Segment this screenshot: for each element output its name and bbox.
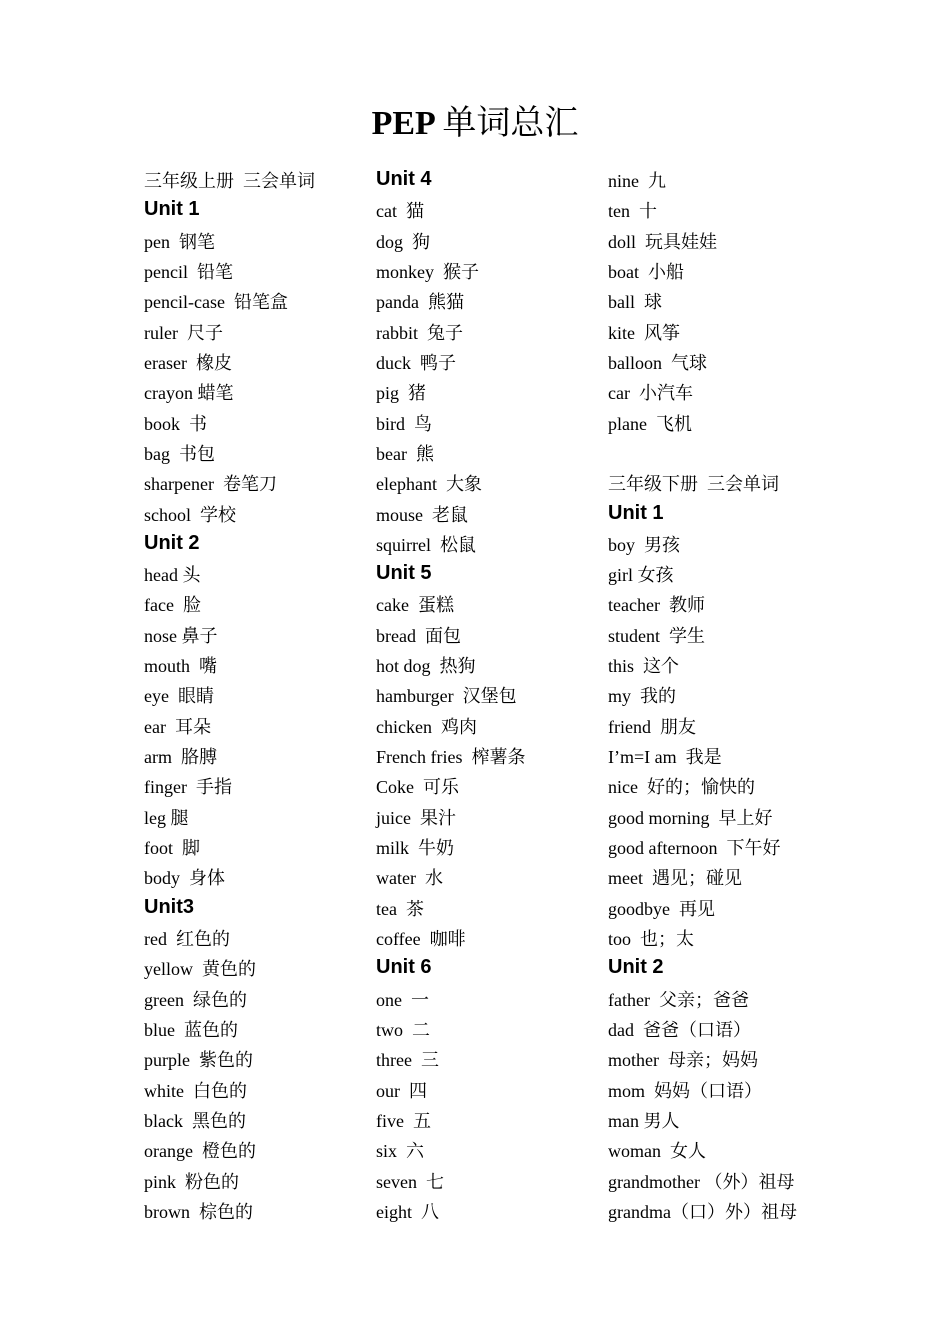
- vocab-entry: sharpener 卷笔刀: [144, 474, 277, 495]
- vocab-entry: ear 耳朵: [144, 716, 211, 737]
- vocab-entry: student 学生: [608, 625, 705, 646]
- vocab-entry: five 五: [376, 1110, 431, 1131]
- vocab-entry: French fries 榨薯条: [376, 747, 526, 768]
- vocab-entry: nose 鼻子: [144, 625, 218, 646]
- vocab-entry: orange 橙色的: [144, 1141, 256, 1162]
- vocab-entry: teacher 教师: [608, 595, 705, 616]
- vocab-entry: dog 狗: [376, 231, 430, 252]
- vocab-entry: mother 母亲；妈妈: [608, 1050, 758, 1071]
- vocab-entry: good morning 早上好: [608, 807, 773, 828]
- vocab-entry: leg 腿: [144, 807, 189, 828]
- vocab-entry: grandma（口）外）祖母: [608, 1201, 797, 1222]
- vocab-entry: this 这个: [608, 656, 680, 677]
- vocab-entry: my 我的: [608, 686, 677, 707]
- vocab-entry: six 六: [376, 1141, 425, 1162]
- title-en: PEP: [371, 105, 434, 142]
- vocab-entry: body 身体: [144, 868, 225, 889]
- vocab-entry: bear 熊: [376, 443, 434, 464]
- vocab-entry: cake 蛋糕: [376, 595, 454, 616]
- vocab-entry: nice 好的；愉快的: [608, 777, 755, 798]
- vocab-entry: nine 九: [608, 171, 666, 191]
- vocab-entry: cat 猫: [376, 201, 424, 222]
- vocab-entry: rabbit 兔子: [376, 322, 463, 343]
- vocab-entry: foot 脚: [144, 838, 200, 859]
- vocab-entry: arm 胳膊: [144, 747, 217, 768]
- vocab-entry: panda 熊猫: [376, 292, 464, 313]
- vocab-entry: purple 紫色的: [144, 1050, 253, 1071]
- unit-heading: Unit3: [144, 895, 194, 918]
- vocab-entry: grandmother （外）祖母: [608, 1171, 795, 1192]
- vocab-entry: hot dog 热狗: [376, 656, 476, 677]
- vocab-entry: water 水: [376, 868, 443, 889]
- vocab-entry: kite 风筝: [608, 322, 680, 343]
- vocab-entry: juice 果汁: [376, 807, 456, 828]
- vocab-entry: pen 钢笔: [144, 231, 215, 252]
- vocab-entry: squirrel 松鼠: [376, 534, 476, 555]
- vocab-entry: milk 牛奶: [376, 838, 455, 859]
- vocab-entry: doll 玩具娃娃: [608, 231, 718, 252]
- vocab-entry: eraser 橡皮: [144, 352, 232, 373]
- vocab-entry: bread 面包: [376, 625, 461, 646]
- vocab-entry: pig 猪: [376, 383, 427, 404]
- vocab-entry: white 白色的: [144, 1080, 247, 1101]
- vocab-entry: mouse 老鼠: [376, 504, 468, 525]
- vocab-entry: mom 妈妈（口语）: [608, 1080, 763, 1101]
- vocab-entry: pencil 铅笔: [144, 261, 233, 282]
- vocab-entry: red 红色的: [144, 929, 230, 949]
- vocab-entry: crayon 蜡笔: [144, 383, 234, 404]
- vocab-entry: bird 鸟: [376, 413, 432, 434]
- vocab-entry: blue 蓝色的: [144, 1019, 238, 1040]
- vocab-entry: one 一: [376, 989, 429, 1010]
- vocab-entry: elephant 大象: [376, 474, 482, 495]
- vocab-entry: balloon 气球: [608, 352, 707, 373]
- vocab-entry: mouth 嘴: [144, 656, 218, 677]
- vocab-entry: seven 七: [376, 1171, 444, 1192]
- vocab-entry: I’m=I am 我是: [608, 747, 722, 768]
- unit-heading: Unit 5: [376, 562, 432, 585]
- vocab-entry: green 绿色的: [144, 989, 247, 1010]
- unit-heading: Unit 1: [144, 198, 200, 221]
- vocab-entry: 三年级下册 三会单词: [608, 474, 779, 495]
- vocab-entry: pencil-case 铅笔盒: [144, 292, 288, 313]
- vocab-entry: monkey 猴子: [376, 261, 479, 282]
- unit-heading: Unit 2: [608, 956, 664, 979]
- vocab-entry: face 脸: [144, 595, 201, 616]
- vocab-entry: plane 飞机: [608, 413, 692, 434]
- vocab-entry: duck 鸭子: [376, 352, 456, 373]
- vocab-entry: chicken 鸡肉: [376, 716, 477, 737]
- vocab-entry: brown 棕色的: [144, 1201, 253, 1222]
- vocab-entry: dad 爸爸（口语）: [608, 1019, 751, 1040]
- vocab-entry: 三年级上册 三会单词: [144, 171, 315, 191]
- vocab-entry: pink 粉色的: [144, 1171, 240, 1192]
- vocab-entry: two 二: [376, 1019, 430, 1040]
- unit-heading: Unit 4: [376, 168, 432, 190]
- vocab-entry: woman 女人: [608, 1141, 706, 1162]
- vocab-entry: boat 小船: [608, 261, 684, 282]
- vocab-entry: good afternoon 下午好: [608, 838, 781, 859]
- vocab-entry: tea 茶: [376, 898, 424, 919]
- vocab-entry: too 也；太: [608, 929, 695, 949]
- vocab-entry: father 父亲；爸爸: [608, 989, 749, 1010]
- vocab-entry: ball 球: [608, 292, 662, 313]
- vocab-entry: man 男人: [608, 1110, 680, 1131]
- vocab-entry: bag 书包: [144, 443, 215, 464]
- vocab-entry: eye 眼睛: [144, 686, 214, 707]
- unit-heading: Unit 2: [144, 531, 200, 554]
- vocab-entry: Coke 可乐: [376, 777, 459, 798]
- vocab-entry: friend 朋友: [608, 716, 696, 737]
- vocab-entry: yellow 黄色的: [144, 959, 256, 980]
- vocab-entry: hamburger 汉堡包: [376, 686, 517, 707]
- title-cn: 单词总汇: [442, 105, 579, 142]
- vocab-entry: girl 女孩: [608, 565, 674, 586]
- vocab-entry: three 三: [376, 1050, 439, 1071]
- page-title: [0, 102, 950, 146]
- vocab-entry: car 小汽车: [608, 383, 693, 404]
- vocab-entry: ten 十: [608, 201, 657, 222]
- vocab-entry: coffee 咖啡: [376, 929, 466, 949]
- vocab-entry: school 学校: [144, 504, 236, 525]
- vocab-entry: finger 手指: [144, 777, 232, 798]
- unit-heading: Unit 1: [608, 501, 664, 524]
- vocab-entry: book 书: [144, 413, 207, 434]
- vocab-entry: black 黑色的: [144, 1110, 246, 1131]
- vocab-entry: eight 八: [376, 1201, 439, 1222]
- vocab-entry: ruler 尺子: [144, 322, 223, 343]
- vocab-entry: meet 遇见；碰见: [608, 868, 742, 889]
- vocab-entry: boy 男孩: [608, 534, 680, 555]
- vocab-entry: goodbye 再见: [608, 898, 715, 919]
- vocab-entry: our 四: [376, 1080, 427, 1101]
- unit-heading: Unit 6: [376, 956, 432, 979]
- vocab-entry: head 头: [144, 565, 201, 586]
